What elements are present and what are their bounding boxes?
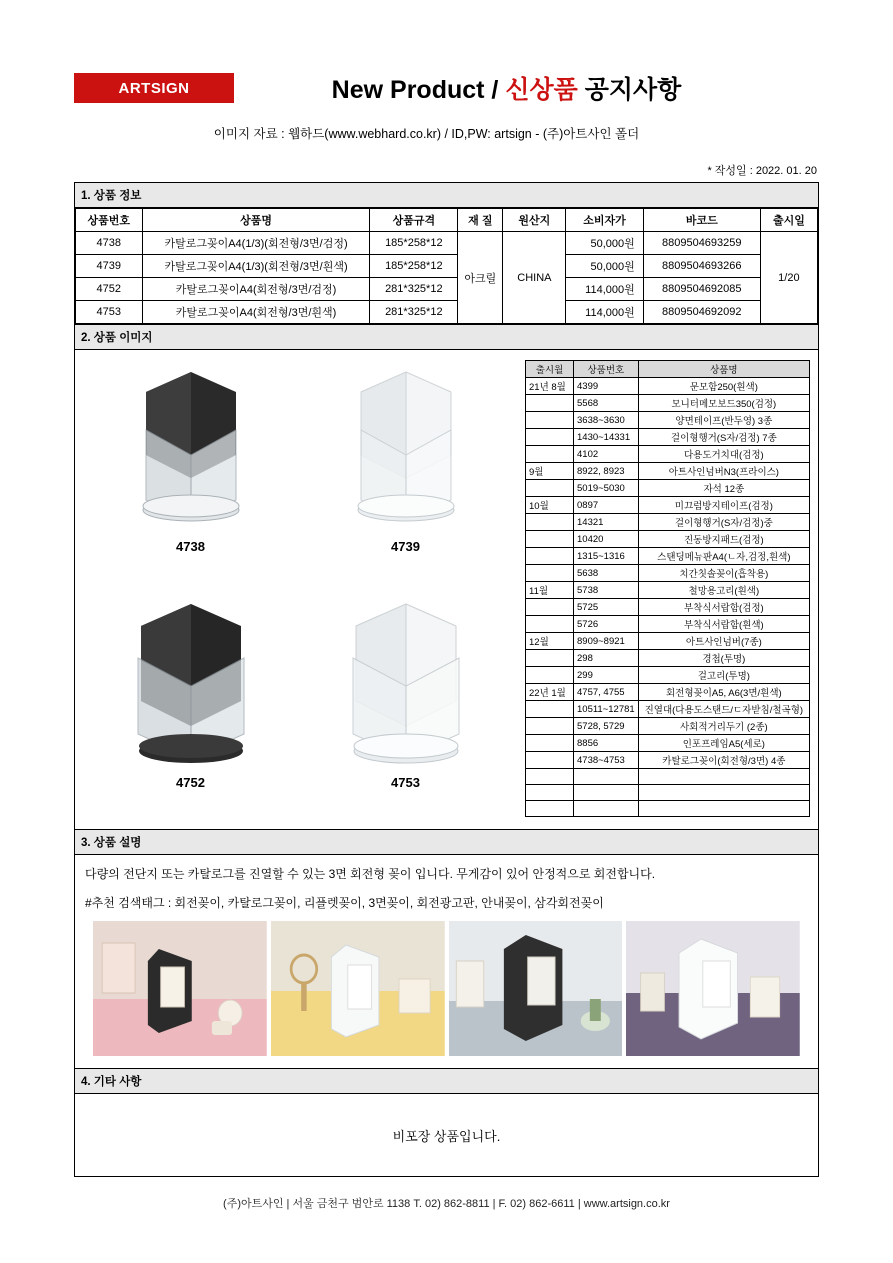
schedule-cell-code: 5726 bbox=[574, 616, 639, 633]
schedule-cell-code: 5638 bbox=[574, 565, 639, 582]
schedule-row bbox=[526, 667, 810, 684]
photo-svg bbox=[626, 921, 800, 1056]
cell-price: 50,000원 bbox=[566, 232, 643, 255]
schedule-cell-code: 4738~4753 bbox=[574, 752, 639, 769]
product-image-area bbox=[75, 350, 818, 830]
schedule-row bbox=[526, 395, 810, 412]
schedule-cell-code: 299 bbox=[574, 667, 639, 684]
schedule-cell-month bbox=[526, 548, 574, 565]
schedule-cell-month bbox=[526, 801, 574, 817]
schedule-cell-code: 3638~3630 bbox=[574, 412, 639, 429]
cell-product-name: 카탈로그꽂이A4(1/3)(회전형/3면/검정) bbox=[142, 232, 370, 255]
creation-date: * 작성일 : 2022. 01. 20 bbox=[707, 165, 817, 177]
cell-price: 50,000원 bbox=[566, 255, 643, 278]
schedule-cell-code: 8909~8921 bbox=[574, 633, 639, 650]
product-image-caption: 4739 bbox=[391, 539, 420, 554]
stand-illustration-white-large bbox=[311, 596, 501, 771]
schedule-cell-name: 부착식서랍함(검정) bbox=[638, 599, 809, 616]
schedule-row bbox=[526, 752, 810, 769]
product-image-caption: 4752 bbox=[176, 774, 205, 790]
schedule-row bbox=[526, 463, 810, 480]
stand-svg bbox=[311, 596, 501, 771]
schedule-cell-name: 카탈로그꽂이(회전형/3면) 4종 bbox=[638, 752, 809, 769]
schedule-row bbox=[526, 429, 810, 446]
schedule-row bbox=[526, 548, 810, 565]
schedule-cell-month bbox=[526, 514, 574, 531]
photo-svg bbox=[449, 921, 623, 1056]
schedule-cell-code: 1430~14331 bbox=[574, 429, 639, 446]
schedule-cell-code: 5738 bbox=[574, 582, 639, 599]
title-korean-accent: 신상품 bbox=[505, 76, 578, 104]
schedule-cell-code: 8922, 8923 bbox=[574, 463, 639, 480]
schedule-cell-code: 10420 bbox=[574, 531, 639, 548]
stand-illustration-white-small bbox=[311, 360, 501, 535]
schedule-row bbox=[526, 701, 810, 718]
schedule-body bbox=[526, 378, 810, 817]
schedule-cell-month bbox=[526, 667, 574, 684]
source-subtitle: 이미지 자료 : 웹하드(www.webhard.co.kr) / ID,PW: artsign - (주)아트사인 폴더 bbox=[213, 127, 640, 141]
schedule-cell-month bbox=[526, 701, 574, 718]
schedule-cell-month bbox=[526, 446, 574, 463]
schedule-cell-code bbox=[574, 769, 639, 785]
schedule-cell-name: 다용도거치대(검정) bbox=[638, 446, 809, 463]
document-footer: (주)아트사인 | 서울 금천구 범안로 1138 T. 02) 862-8811 | F. 02) 862-6611 | www.artsign.co.kr bbox=[223, 1198, 670, 1210]
schedule-cell-month: 22년 1월 bbox=[526, 684, 574, 701]
schedule-cell-code: 4102 bbox=[574, 446, 639, 463]
cell-product-name: 카탈로그꽂이A4(회전형/3면/흰색) bbox=[142, 301, 370, 324]
logo-text: ARTSIGN bbox=[118, 79, 190, 97]
cell-barcode: 8809504692085 bbox=[643, 278, 760, 301]
schedule-cell-name: 회전형꽂이A5, A6(3면/흰색) bbox=[638, 684, 809, 701]
schedule-cell-month bbox=[526, 650, 574, 667]
schedule-cell-code: 5728, 5729 bbox=[574, 718, 639, 735]
schedule-cell-name: 모니터메모보드350(검정) bbox=[638, 395, 809, 412]
schedule-row bbox=[526, 582, 810, 599]
th-schedule-name: 상품명 bbox=[638, 361, 809, 378]
schedule-cell-code: 10511~12781 bbox=[574, 701, 639, 718]
product-image-4739 bbox=[303, 360, 508, 582]
schedule-cell-name: 아트사인넘버N3(프라이스) bbox=[638, 463, 809, 480]
schedule-cell-month: 9월 bbox=[526, 463, 574, 480]
stand-illustration-black-large bbox=[96, 596, 286, 771]
stand-svg bbox=[96, 596, 286, 771]
schedule-row bbox=[526, 531, 810, 548]
schedule-row bbox=[526, 769, 810, 785]
cell-product-name: 카탈로그꽂이A4(회전형/3면/검정) bbox=[142, 278, 370, 301]
schedule-cell-code: 5725 bbox=[574, 599, 639, 616]
schedule-cell-month bbox=[526, 735, 574, 752]
cell-product-no: 4752 bbox=[76, 278, 143, 301]
cell-barcode: 8809504693266 bbox=[643, 255, 760, 278]
product-image-4752 bbox=[88, 596, 293, 818]
schedule-cell-code bbox=[574, 801, 639, 817]
lifestyle-photo-row bbox=[85, 921, 808, 1060]
schedule-row bbox=[526, 480, 810, 497]
schedule-cell-month bbox=[526, 395, 574, 412]
schedule-cell-month bbox=[526, 565, 574, 582]
th-release-month: 출시월 bbox=[526, 361, 574, 378]
table-row bbox=[76, 255, 818, 278]
description-block bbox=[75, 855, 818, 1069]
cell-material: 아크릴 bbox=[458, 232, 503, 324]
stand-illustration-black-small bbox=[96, 360, 286, 535]
schedule-cell-code: 4399 bbox=[574, 378, 639, 395]
schedule-cell-name: 미끄럼방지테이프(검정) bbox=[638, 497, 809, 514]
table-row bbox=[76, 301, 818, 324]
table-header-row bbox=[76, 209, 818, 232]
section-title-etc: 4. 기타 사항 bbox=[75, 1069, 818, 1094]
schedule-row bbox=[526, 735, 810, 752]
schedule-cell-code: 14321 bbox=[574, 514, 639, 531]
schedule-cell-name: 양면테이프(반두영) 3종 bbox=[638, 412, 809, 429]
release-schedule-table bbox=[525, 360, 810, 817]
th-product-name: 상품명 bbox=[142, 209, 370, 232]
schedule-cell-month bbox=[526, 785, 574, 801]
schedule-cell-name: 스탠딩메뉴판A4(ㄴ자,검정,흰색) bbox=[638, 548, 809, 565]
schedule-cell-name: 경첩(투명) bbox=[638, 650, 809, 667]
schedule-row bbox=[526, 497, 810, 514]
product-image-4753 bbox=[303, 596, 508, 818]
schedule-cell-name: 진열대(다용도스탠드/ㄷ자받침/철곡형) bbox=[638, 701, 809, 718]
schedule-cell-name: 부착식서랍함(흰색) bbox=[638, 616, 809, 633]
table-row bbox=[76, 232, 818, 255]
th-barcode: 바코드 bbox=[643, 209, 760, 232]
schedule-cell-name: 철망용고리(흰색) bbox=[638, 582, 809, 599]
th-material: 재 질 bbox=[458, 209, 503, 232]
schedule-row bbox=[526, 378, 810, 395]
table-row bbox=[76, 278, 818, 301]
th-product-no: 상품번호 bbox=[76, 209, 143, 232]
schedule-cell-name: 걸이형행거(S자/검정) 7종 bbox=[638, 429, 809, 446]
schedule-row bbox=[526, 616, 810, 633]
schedule-row bbox=[526, 565, 810, 582]
lifestyle-photo-2 bbox=[271, 921, 445, 1056]
cell-origin: CHINA bbox=[503, 232, 566, 324]
schedule-cell-name: 진동방지패드(검정) bbox=[638, 531, 809, 548]
cell-product-no: 4739 bbox=[76, 255, 143, 278]
page-title: New Product / 신상품 공지사항 bbox=[331, 76, 682, 104]
photo-svg bbox=[271, 921, 445, 1056]
cell-spec: 281*325*12 bbox=[370, 301, 458, 324]
cell-release-date: 1/20 bbox=[760, 232, 817, 324]
schedule-cell-code: 8856 bbox=[574, 735, 639, 752]
cell-product-no: 4753 bbox=[76, 301, 143, 324]
photo-svg bbox=[93, 921, 267, 1056]
schedule-row bbox=[526, 650, 810, 667]
th-price: 소비자가 bbox=[566, 209, 643, 232]
lifestyle-photo-3 bbox=[449, 921, 623, 1056]
schedule-cell-month bbox=[526, 769, 574, 785]
schedule-cell-name: 치간칫솔꽂이(흡착용) bbox=[638, 565, 809, 582]
schedule-row bbox=[526, 633, 810, 650]
document-header bbox=[0, 0, 893, 106]
th-origin: 원산지 bbox=[503, 209, 566, 232]
title-english: New Product / bbox=[331, 76, 506, 104]
cell-spec: 185*258*12 bbox=[370, 232, 458, 255]
schedule-cell-code: 0897 bbox=[574, 497, 639, 514]
etc-content: 비포장 상품입니다. bbox=[392, 1128, 501, 1144]
schedule-cell-month bbox=[526, 480, 574, 497]
release-schedule-wrapper bbox=[513, 360, 810, 817]
schedule-row bbox=[526, 412, 810, 429]
schedule-cell-month bbox=[526, 412, 574, 429]
schedule-cell-name: 자석 12종 bbox=[638, 480, 809, 497]
cell-product-no: 4738 bbox=[76, 232, 143, 255]
schedule-row bbox=[526, 684, 810, 701]
schedule-cell-code: 5568 bbox=[574, 395, 639, 412]
cell-price: 114,000원 bbox=[566, 301, 643, 324]
cell-spec: 281*325*12 bbox=[370, 278, 458, 301]
product-image-4738 bbox=[88, 360, 293, 582]
schedule-row bbox=[526, 785, 810, 801]
schedule-cell-name: 사회적거리두기 (2종) bbox=[638, 718, 809, 735]
schedule-cell-month: 12월 bbox=[526, 633, 574, 650]
product-image-caption: 4738 bbox=[176, 539, 205, 554]
description-line-2: #추천 검색태그 : 회전꽂이, 카탈로그꽂이, 리플렛꽂이, 3면꽂이, 회전광고판, 안내꽂이, 삼각회전꽂이 bbox=[85, 896, 604, 910]
schedule-row bbox=[526, 718, 810, 735]
schedule-cell-name bbox=[638, 785, 809, 801]
schedule-row bbox=[526, 446, 810, 463]
schedule-cell-month bbox=[526, 429, 574, 446]
stand-svg bbox=[311, 360, 501, 535]
schedule-cell-month: 11월 bbox=[526, 582, 574, 599]
section-title-product-info: 1. 상품 정보 bbox=[75, 183, 818, 208]
schedule-cell-code: 298 bbox=[574, 650, 639, 667]
schedule-cell-month bbox=[526, 599, 574, 616]
th-schedule-code: 상품번호 bbox=[574, 361, 639, 378]
lifestyle-photo-1 bbox=[93, 921, 267, 1056]
stand-svg bbox=[96, 360, 286, 535]
schedule-header-row bbox=[526, 361, 810, 378]
content-sheet bbox=[74, 182, 819, 1177]
schedule-cell-name: 걸이형행거(S자/검정)중 bbox=[638, 514, 809, 531]
schedule-row bbox=[526, 801, 810, 817]
schedule-row bbox=[526, 599, 810, 616]
schedule-cell-code: 4757, 4755 bbox=[574, 684, 639, 701]
schedule-cell-month bbox=[526, 752, 574, 769]
schedule-cell-month bbox=[526, 531, 574, 548]
schedule-cell-month bbox=[526, 616, 574, 633]
schedule-cell-code: 1315~1316 bbox=[574, 548, 639, 565]
schedule-cell-name: 걸고리(투명) bbox=[638, 667, 809, 684]
schedule-cell-code: 5019~5030 bbox=[574, 480, 639, 497]
schedule-cell-month bbox=[526, 718, 574, 735]
cell-barcode: 8809504692092 bbox=[643, 301, 760, 324]
lifestyle-photo-4 bbox=[626, 921, 800, 1056]
product-info-table bbox=[75, 208, 818, 324]
schedule-cell-name bbox=[638, 801, 809, 817]
section-title-description: 3. 상품 설명 bbox=[75, 830, 818, 855]
section-title-product-images: 2. 상품 이미지 bbox=[75, 324, 818, 350]
th-release: 출시일 bbox=[760, 209, 817, 232]
schedule-cell-name: 인포프레임A5(세로) bbox=[638, 735, 809, 752]
description-line-1: 다량의 전단지 또는 카탈로그를 진열할 수 있는 3면 회전형 꽂이 입니다. 무게감이 있어 안정적으로 회전합니다. bbox=[85, 867, 656, 881]
cell-barcode: 8809504693259 bbox=[643, 232, 760, 255]
schedule-cell-name: 문모함250(흰색) bbox=[638, 378, 809, 395]
schedule-cell-month: 21년 8월 bbox=[526, 378, 574, 395]
schedule-cell-month: 10월 bbox=[526, 497, 574, 514]
schedule-cell-name: 아트사인넘버(7종) bbox=[638, 633, 809, 650]
product-photo-grid bbox=[83, 360, 513, 817]
product-image-caption: 4753 bbox=[391, 774, 420, 790]
cell-spec: 185*258*12 bbox=[370, 255, 458, 278]
schedule-row bbox=[526, 514, 810, 531]
cell-price: 114,000원 bbox=[566, 278, 643, 301]
schedule-cell-code bbox=[574, 785, 639, 801]
cell-product-name: 카탈로그꽂이A4(1/3)(회전형/3면/흰색) bbox=[142, 255, 370, 278]
th-spec: 상품규격 bbox=[370, 209, 458, 232]
schedule-cell-name bbox=[638, 769, 809, 785]
